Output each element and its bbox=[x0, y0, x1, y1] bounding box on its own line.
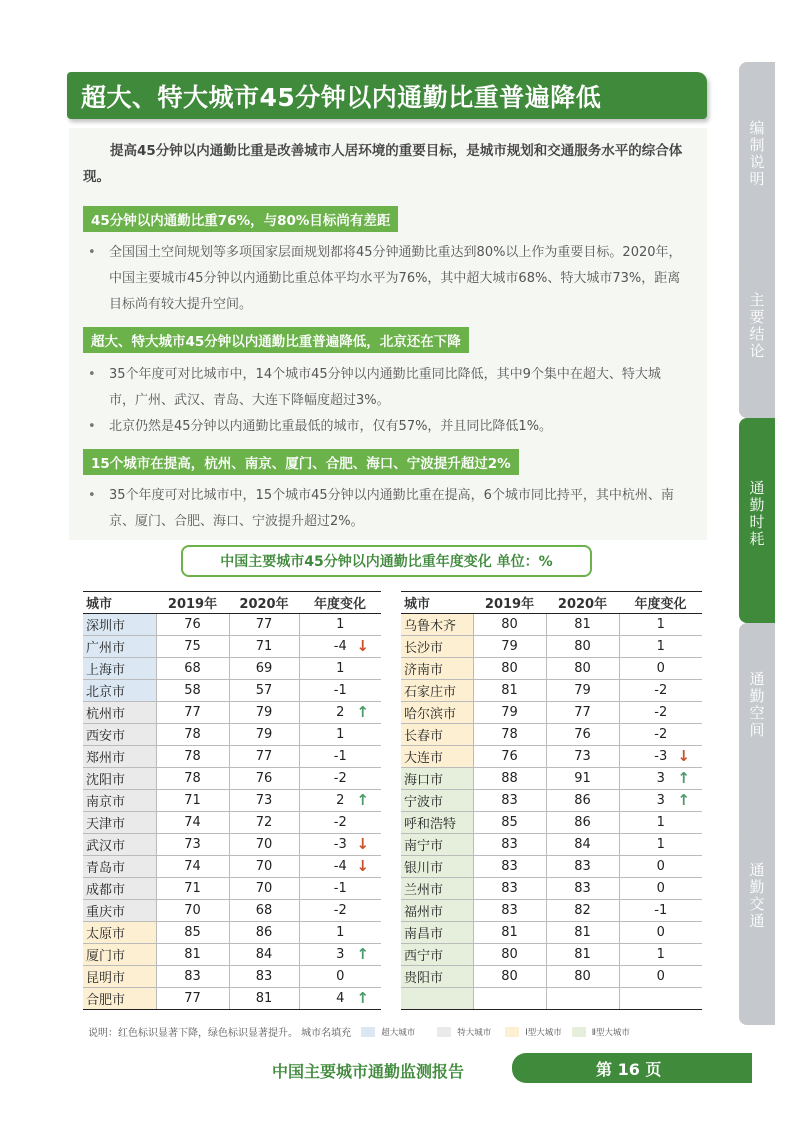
cell-change bbox=[619, 768, 702, 790]
cell-2019: 75 bbox=[156, 636, 229, 658]
cell-2020: 77 bbox=[229, 746, 299, 768]
change-value: -1 bbox=[654, 903, 668, 918]
side-tab-label: 通勤时耗 bbox=[749, 479, 765, 548]
section-heading-1: 45分钟以内通勤比重76%，与80%目标尚有差距 bbox=[83, 206, 398, 232]
cell-city: 深圳市 bbox=[83, 614, 156, 636]
table-note bbox=[88, 1024, 630, 1039]
cell-change bbox=[299, 922, 381, 944]
change-value: -1 bbox=[333, 749, 347, 764]
cell-change bbox=[299, 636, 381, 658]
arrow-up-icon: ↑ bbox=[677, 769, 690, 787]
table-row bbox=[83, 878, 381, 900]
cell-2020: 70 bbox=[229, 856, 299, 878]
cell-2020: 76 bbox=[229, 768, 299, 790]
table-row bbox=[83, 702, 381, 724]
table-row bbox=[83, 614, 381, 636]
cell-city: 太原市 bbox=[83, 922, 156, 944]
cell-change bbox=[619, 834, 702, 856]
cell-2020: 82 bbox=[546, 900, 619, 922]
cell-city: 上海市 bbox=[83, 658, 156, 680]
arrow-up-icon: ↑ bbox=[356, 703, 369, 721]
change-value: -3 bbox=[654, 749, 668, 764]
legend-label-type1: Ⅰ型大城市 bbox=[525, 1027, 562, 1038]
cell-change bbox=[299, 900, 381, 922]
cell-city: 乌鲁木齐 bbox=[401, 614, 473, 636]
change-value: 0 bbox=[656, 859, 665, 874]
cell-change bbox=[299, 768, 381, 790]
table-row bbox=[401, 922, 702, 944]
page-title-banner bbox=[67, 72, 707, 119]
cell-change bbox=[619, 702, 702, 724]
cell-2019: 74 bbox=[156, 856, 229, 878]
table-row bbox=[83, 900, 381, 922]
page-number-badge bbox=[512, 1053, 752, 1083]
cell-2019: 83 bbox=[473, 790, 546, 812]
cell-2019: 77 bbox=[156, 702, 229, 724]
cell-change bbox=[299, 988, 381, 1010]
table-header-row bbox=[401, 592, 702, 614]
cell-change bbox=[299, 834, 381, 856]
cell-city: 重庆市 bbox=[83, 900, 156, 922]
cell-2020: 80 bbox=[546, 658, 619, 680]
bullet-item: • 35个年度可对比城市中，15个城市45分钟以内通勤比重在提高，6个城市同比持平，其中杭州、南京、厦门、合肥、海口、宁波提升超过2%。 bbox=[83, 483, 683, 535]
cell-city: 福州市 bbox=[401, 900, 473, 922]
table-row bbox=[83, 724, 381, 746]
side-tab-commute-traffic[interactable] bbox=[739, 835, 775, 1025]
page-number: 第 16 页 bbox=[596, 1059, 662, 1079]
cell-change bbox=[619, 944, 702, 966]
cell-2020: 81 bbox=[546, 922, 619, 944]
cell-change bbox=[299, 680, 381, 702]
cell-change bbox=[299, 746, 381, 768]
cell-change bbox=[619, 614, 702, 636]
arrow-down-icon: ↓ bbox=[356, 637, 369, 655]
cell-2020: 72 bbox=[229, 812, 299, 834]
header-2019: 2019年 bbox=[156, 592, 229, 614]
legend-label-type2: Ⅱ型大城市 bbox=[591, 1027, 630, 1038]
header-change: 年度变化 bbox=[299, 592, 381, 614]
header-2020: 2020年 bbox=[229, 592, 299, 614]
legend-swatch-type2 bbox=[572, 1027, 586, 1037]
cell-2019: 85 bbox=[473, 812, 546, 834]
change-value: -2 bbox=[654, 705, 668, 720]
cell-change bbox=[619, 790, 702, 812]
table-row bbox=[83, 768, 381, 790]
cell-change bbox=[619, 878, 702, 900]
cell-city: 成都市 bbox=[83, 878, 156, 900]
table-row bbox=[401, 746, 702, 768]
table-title: 中国主要城市45分钟以内通勤比重年度变化 单位：% bbox=[181, 545, 592, 577]
table-row bbox=[401, 900, 702, 922]
cell-city: 西宁市 bbox=[401, 944, 473, 966]
cell-city: 银川市 bbox=[401, 856, 473, 878]
change-value: 1 bbox=[336, 617, 345, 632]
cell-city: 海口市 bbox=[401, 768, 473, 790]
cell-2019: 83 bbox=[473, 878, 546, 900]
cell-2019: 74 bbox=[156, 812, 229, 834]
cell-change bbox=[299, 812, 381, 834]
change-value: 2 bbox=[336, 793, 345, 808]
table-row bbox=[83, 966, 381, 988]
cell-city: 长沙市 bbox=[401, 636, 473, 658]
cell-city: 哈尔滨市 bbox=[401, 702, 473, 724]
cell-city: 北京市 bbox=[83, 680, 156, 702]
cell-2020: 83 bbox=[229, 966, 299, 988]
page-title: 超大、特大城市45分钟以内通勤比重普遍降低 bbox=[81, 82, 602, 112]
cell-2020: 83 bbox=[546, 856, 619, 878]
commute-table-right bbox=[401, 591, 702, 1010]
cell-change bbox=[619, 922, 702, 944]
change-value: 1 bbox=[656, 815, 665, 830]
side-tab-label: 编制说明 bbox=[749, 119, 765, 188]
table-row bbox=[401, 768, 702, 790]
cell-2019: 80 bbox=[473, 966, 546, 988]
report-title: 中国主要城市通勤监测报告 bbox=[272, 1062, 465, 1081]
cell-2019: 85 bbox=[156, 922, 229, 944]
cell-change bbox=[299, 702, 381, 724]
table-row bbox=[83, 746, 381, 768]
cell-2019: 83 bbox=[473, 856, 546, 878]
cell-2020: 81 bbox=[546, 614, 619, 636]
cell-city: 武汉市 bbox=[83, 834, 156, 856]
cell-2019: 76 bbox=[473, 746, 546, 768]
cell-2020: 73 bbox=[546, 746, 619, 768]
cell-2020: 84 bbox=[546, 834, 619, 856]
table-row bbox=[401, 724, 702, 746]
change-value: 1 bbox=[336, 925, 345, 940]
cell-2020: 77 bbox=[229, 614, 299, 636]
cell-change bbox=[619, 724, 702, 746]
change-value: 0 bbox=[336, 969, 345, 984]
table-row bbox=[401, 702, 702, 724]
change-value: -2 bbox=[654, 683, 668, 698]
cell-change bbox=[619, 680, 702, 702]
table-row bbox=[401, 856, 702, 878]
section-bullets-3 bbox=[83, 483, 683, 535]
cell-2019: 71 bbox=[156, 878, 229, 900]
cell-2019: 88 bbox=[473, 768, 546, 790]
cell-2019 bbox=[473, 988, 546, 1010]
cell-change bbox=[619, 746, 702, 768]
cell-2019: 83 bbox=[473, 900, 546, 922]
cell-2019: 76 bbox=[156, 614, 229, 636]
note-text: 说明：红色标识显著下降，绿色标识显著提升。 城市名填充 bbox=[88, 1028, 352, 1039]
cell-2020: 69 bbox=[229, 658, 299, 680]
cell-2019: 77 bbox=[156, 988, 229, 1010]
cell-2020: 86 bbox=[546, 790, 619, 812]
arrow-down-icon: ↓ bbox=[356, 857, 369, 875]
cell-city: 长春市 bbox=[401, 724, 473, 746]
cell-city: 宁波市 bbox=[401, 790, 473, 812]
cell-2020: 79 bbox=[229, 702, 299, 724]
intro-paragraph: 提高45分钟以内通勤比重是改善城市人居环境的重要目标，是城市规划和交通服务水平的综合体现。 bbox=[83, 143, 683, 185]
cell-city: 天津市 bbox=[83, 812, 156, 834]
cell-city: 郑州市 bbox=[83, 746, 156, 768]
cell-2019: 80 bbox=[473, 614, 546, 636]
cell-change bbox=[619, 636, 702, 658]
cell-2020: 81 bbox=[546, 944, 619, 966]
cell-city: 南京市 bbox=[83, 790, 156, 812]
arrow-up-icon: ↑ bbox=[677, 791, 690, 809]
header-city: 城市 bbox=[83, 592, 156, 614]
cell-2020: 80 bbox=[546, 966, 619, 988]
change-value: -4 bbox=[333, 859, 347, 874]
change-value: -2 bbox=[333, 815, 347, 830]
side-tab-commute-time[interactable] bbox=[739, 418, 775, 623]
cell-2019: 81 bbox=[473, 680, 546, 702]
table-row bbox=[401, 658, 702, 680]
cell-city bbox=[401, 988, 473, 1010]
cell-city: 南昌市 bbox=[401, 922, 473, 944]
section-bullets-2 bbox=[83, 362, 683, 440]
cell-city: 西安市 bbox=[83, 724, 156, 746]
cell-city: 大连市 bbox=[401, 746, 473, 768]
cell-change bbox=[299, 790, 381, 812]
cell-change bbox=[619, 988, 702, 1010]
table-row bbox=[401, 812, 702, 834]
cell-2019: 80 bbox=[473, 658, 546, 680]
cell-2020: 91 bbox=[546, 768, 619, 790]
change-value: 1 bbox=[656, 837, 665, 852]
cell-city: 杭州市 bbox=[83, 702, 156, 724]
cell-city: 合肥市 bbox=[83, 988, 156, 1010]
cell-2019: 68 bbox=[156, 658, 229, 680]
cell-2020: 81 bbox=[229, 988, 299, 1010]
cell-2019: 73 bbox=[156, 834, 229, 856]
bullet-item: • 全国国土空间规划等多项国家层面规划都将45分钟通勤比重达到80%以上作为重要目标。2020年，中国主要城市45分钟以内通勤比重总体平均水平为76%，其中超大城市68%、特大城市73%，距离目标尚有较大提升空间。 bbox=[83, 240, 683, 318]
cell-2019: 80 bbox=[473, 944, 546, 966]
cell-2020: 83 bbox=[546, 878, 619, 900]
table-row bbox=[83, 834, 381, 856]
cell-2020: 73 bbox=[229, 790, 299, 812]
change-value: 1 bbox=[656, 617, 665, 632]
cell-2019: 78 bbox=[156, 724, 229, 746]
bullet-item: • 35个年度可对比城市中，14个城市45分钟以内通勤比重同比降低，其中9个集中在超大、特大城市，广州、武汉、青岛、大连下降幅度超过3%。 bbox=[83, 362, 683, 414]
cell-city: 兰州市 bbox=[401, 878, 473, 900]
cell-city: 青岛市 bbox=[83, 856, 156, 878]
legend-swatch-type1 bbox=[505, 1027, 519, 1037]
cell-2020: 70 bbox=[229, 878, 299, 900]
change-value: 0 bbox=[656, 969, 665, 984]
cell-2019: 58 bbox=[156, 680, 229, 702]
cell-2019: 71 bbox=[156, 790, 229, 812]
table-row bbox=[83, 988, 381, 1010]
cell-city: 南宁市 bbox=[401, 834, 473, 856]
arrow-down-icon: ↓ bbox=[356, 835, 369, 853]
cell-2019: 83 bbox=[473, 834, 546, 856]
table-row bbox=[401, 878, 702, 900]
legend-label-mega: 特大城市 bbox=[457, 1027, 492, 1038]
change-value: -1 bbox=[333, 683, 347, 698]
section-heading-2: 超大、特大城市45分钟以内通勤比重普遍降低，北京还在下降 bbox=[83, 327, 469, 353]
cell-2019: 79 bbox=[473, 702, 546, 724]
side-tab-label: 通勤空间 bbox=[749, 670, 765, 739]
cell-2020: 57 bbox=[229, 680, 299, 702]
cell-2020: 84 bbox=[229, 944, 299, 966]
legend-swatch-mega bbox=[437, 1027, 451, 1037]
legend-swatch-super bbox=[361, 1027, 375, 1037]
table-row bbox=[401, 944, 702, 966]
change-value: 0 bbox=[656, 881, 665, 896]
arrow-up-icon: ↑ bbox=[356, 791, 369, 809]
cell-city: 沈阳市 bbox=[83, 768, 156, 790]
side-tab-label: 通勤交通 bbox=[749, 861, 765, 930]
table-row bbox=[83, 944, 381, 966]
header-2019: 2019年 bbox=[473, 592, 546, 614]
cell-2020: 79 bbox=[229, 724, 299, 746]
cell-2019: 83 bbox=[156, 966, 229, 988]
table-row bbox=[401, 988, 702, 1010]
cell-city: 石家庄市 bbox=[401, 680, 473, 702]
cell-change bbox=[619, 900, 702, 922]
commute-table-left bbox=[83, 591, 381, 1010]
cell-2019: 78 bbox=[156, 746, 229, 768]
change-value: -4 bbox=[333, 639, 347, 654]
side-tab-conclusions[interactable] bbox=[739, 268, 775, 418]
cell-2019: 78 bbox=[473, 724, 546, 746]
arrow-down-icon: ↓ bbox=[677, 747, 690, 765]
cell-change bbox=[299, 724, 381, 746]
cell-2020: 77 bbox=[546, 702, 619, 724]
cell-change bbox=[299, 966, 381, 988]
table-header-row bbox=[83, 592, 381, 614]
change-value: 0 bbox=[656, 925, 665, 940]
table-row bbox=[401, 966, 702, 988]
change-value: -3 bbox=[333, 837, 347, 852]
cell-2020: 71 bbox=[229, 636, 299, 658]
table-row bbox=[83, 636, 381, 658]
cell-2019: 81 bbox=[156, 944, 229, 966]
header-city: 城市 bbox=[401, 592, 473, 614]
change-value: 3 bbox=[336, 947, 345, 962]
change-value: 2 bbox=[336, 705, 345, 720]
change-value: 4 bbox=[336, 991, 345, 1006]
arrow-up-icon: ↑ bbox=[356, 989, 369, 1007]
change-value: 1 bbox=[656, 639, 665, 654]
cell-2019: 70 bbox=[156, 900, 229, 922]
cell-city: 厦门市 bbox=[83, 944, 156, 966]
cell-city: 济南市 bbox=[401, 658, 473, 680]
cell-2019: 81 bbox=[473, 922, 546, 944]
header-change: 年度变化 bbox=[619, 592, 702, 614]
cell-city: 呼和浩特 bbox=[401, 812, 473, 834]
table-row bbox=[83, 922, 381, 944]
cell-change bbox=[619, 658, 702, 680]
cell-2020: 86 bbox=[229, 922, 299, 944]
change-value: -2 bbox=[654, 727, 668, 742]
cell-2019: 78 bbox=[156, 768, 229, 790]
cell-2020: 80 bbox=[546, 636, 619, 658]
cell-change bbox=[619, 812, 702, 834]
cell-city: 贵阳市 bbox=[401, 966, 473, 988]
cell-change bbox=[619, 966, 702, 988]
cell-2020: 68 bbox=[229, 900, 299, 922]
change-value: 1 bbox=[336, 727, 345, 742]
cell-2020: 70 bbox=[229, 834, 299, 856]
change-value: 0 bbox=[656, 661, 665, 676]
change-value: 3 bbox=[656, 771, 665, 786]
cell-2020: 76 bbox=[546, 724, 619, 746]
change-value: 1 bbox=[336, 661, 345, 676]
table-row bbox=[83, 658, 381, 680]
header-2020: 2020年 bbox=[546, 592, 619, 614]
arrow-up-icon: ↑ bbox=[356, 945, 369, 963]
cell-change bbox=[299, 856, 381, 878]
section-bullets-1 bbox=[83, 240, 683, 318]
legend-label-super: 超大城市 bbox=[381, 1027, 416, 1038]
table-row bbox=[83, 812, 381, 834]
cell-city: 昆明市 bbox=[83, 966, 156, 988]
cell-change bbox=[299, 614, 381, 636]
change-value: -1 bbox=[333, 881, 347, 896]
table-row bbox=[401, 636, 702, 658]
cell-change bbox=[299, 878, 381, 900]
section-heading-3: 15个城市在提高，杭州、南京、厦门、合肥、海口、宁波提升超过2% bbox=[83, 449, 519, 475]
cell-2019: 79 bbox=[473, 636, 546, 658]
table-row bbox=[401, 834, 702, 856]
table-row bbox=[83, 680, 381, 702]
table-row bbox=[401, 614, 702, 636]
cell-2020: 86 bbox=[546, 812, 619, 834]
cell-change bbox=[299, 658, 381, 680]
side-tab-label: 主要结论 bbox=[749, 291, 765, 360]
change-value: -2 bbox=[333, 771, 347, 786]
table-row bbox=[401, 790, 702, 812]
change-value: 1 bbox=[656, 947, 665, 962]
cell-2020 bbox=[546, 988, 619, 1010]
change-value: 3 bbox=[656, 793, 665, 808]
table-row bbox=[401, 680, 702, 702]
cell-city: 广州市 bbox=[83, 636, 156, 658]
change-value: -2 bbox=[333, 903, 347, 918]
cell-change bbox=[299, 944, 381, 966]
table-row bbox=[83, 790, 381, 812]
bullet-item: • 北京仍然是45分钟以内通勤比重最低的城市，仅有57%，并且同比降低1%。 bbox=[83, 414, 683, 440]
table-row bbox=[83, 856, 381, 878]
cell-2020: 79 bbox=[546, 680, 619, 702]
cell-change bbox=[619, 856, 702, 878]
